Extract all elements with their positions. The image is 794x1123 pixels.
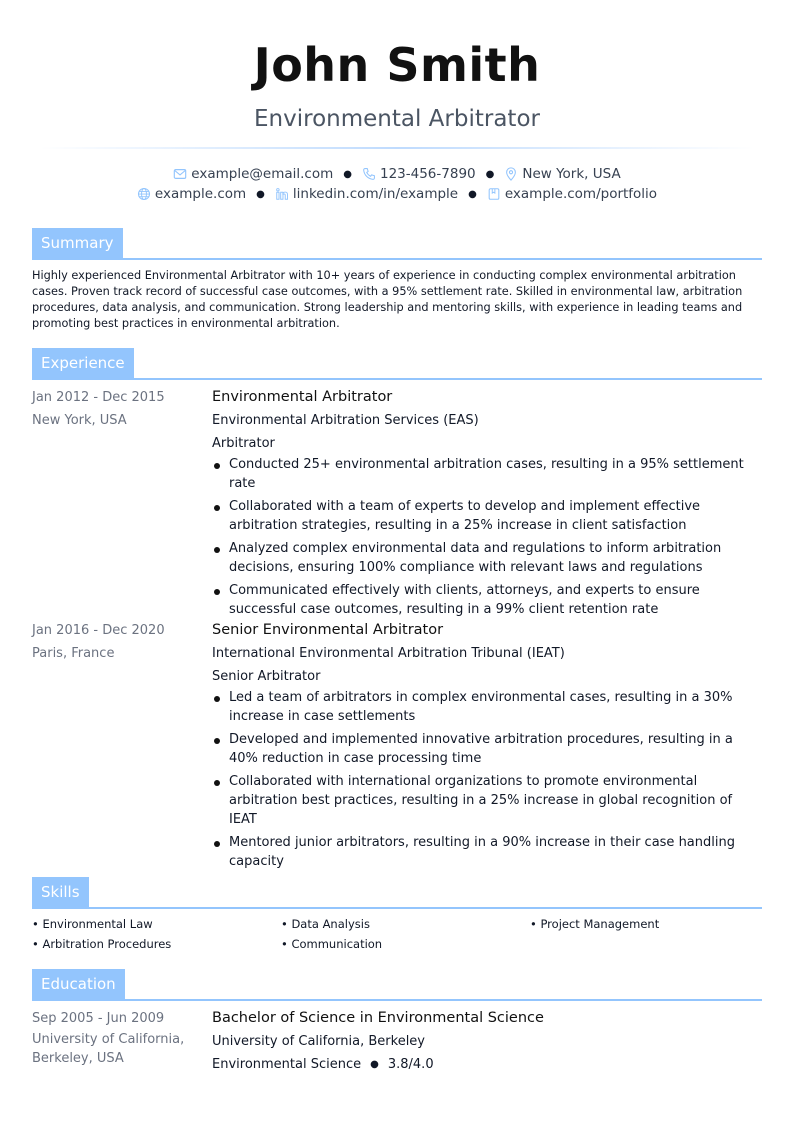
gpa-value: 3.8/4.0 [387, 1057, 434, 1072]
entry-position: Senior Arbitrator [212, 669, 321, 684]
globe-icon [137, 187, 151, 201]
section-title-skills: Skills [32, 877, 89, 907]
entry-details [212, 1007, 762, 1076]
bullet-item: Collaborated with international organizations to promote environmental arbitration best practices, resulting in a 25% increase in global recognition of IEAT [212, 772, 762, 829]
contact-email[interactable] [173, 166, 333, 182]
linkedin-text: linkedin.com/in/example [292, 186, 459, 202]
entry-location: University of California, Berkeley, USA [32, 1032, 185, 1066]
job-title: Environmental Arbitrator [254, 106, 540, 132]
school-name: University of California, Berkeley [212, 1034, 425, 1049]
phone-icon [362, 167, 376, 181]
entry-dates: Sep 2005 - Jun 2009 [32, 1011, 165, 1026]
entry-company: International Environmental Arbitration Tribunal (IEAT) [212, 646, 565, 661]
summary-text: Highly experienced Environmental Arbitrator with 10+ years of experience in conducting complex environmental arbitration cases. Proven track record of successful case outcomes, with a 95% settlement rate. Skilled in environmental law, arbitration procedures, data analysis, and communication. Strong leadership and mentoring skills, with experience in leading teams and promoting best practices in environmental arbitration. [32, 269, 743, 330]
entry-company: Environmental Arbitration Services (EAS) [212, 413, 479, 428]
contact-linkedin[interactable] [275, 186, 458, 202]
entry-meta [32, 1007, 202, 1068]
separator-dot: ● [468, 188, 477, 200]
contact-row-primary [0, 166, 794, 182]
contact-row-links [0, 186, 794, 202]
entry-role: Environmental Arbitrator [212, 389, 393, 405]
section-header-experience [32, 348, 762, 380]
bullet-item: Led a team of arbitrators in complex environmental cases, resulting in a 30% increase in case settlements [212, 688, 762, 726]
entry-bullets [212, 455, 762, 619]
contact-website[interactable] [137, 186, 246, 202]
section-header-skills [32, 877, 762, 909]
section-title-experience: Experience [32, 348, 134, 378]
bullet-item: Developed and implemented innovative arbitration procedures, resulting in a 40% reduction in case processing time [212, 730, 762, 768]
linkedin-icon [275, 187, 289, 201]
entry-dates: Jan 2016 - Dec 2020 [32, 623, 165, 638]
entry-details [212, 386, 762, 623]
separator-dot: ● [485, 168, 495, 180]
header-divider [40, 147, 754, 149]
entry-dates: Jan 2012 - Dec 2015 [32, 390, 165, 405]
education-meta [212, 1053, 762, 1076]
candidate-name: John Smith [253, 38, 541, 92]
website-text: example.com [154, 186, 247, 202]
skill-item: • Communication [281, 936, 530, 952]
section-title-education: Education [32, 969, 125, 999]
separator-dot: ● [370, 1059, 379, 1070]
degree-title: Bachelor of Science in Environmental Science [212, 1010, 544, 1026]
portfolio-text: example.com/portfolio [504, 186, 658, 202]
entry-meta [32, 386, 202, 432]
entry-position: Arbitrator [212, 436, 275, 451]
contact-location [504, 166, 620, 182]
contact-phone[interactable] [362, 166, 476, 182]
contact-portfolio[interactable] [487, 186, 657, 202]
entry-location: New York, USA [32, 413, 127, 428]
bullet-item: Collaborated with a team of experts to develop and implement effective arbitration strategies, resulting in a 25% increase in client satisfaction [212, 497, 762, 535]
section-header-education [32, 969, 762, 1001]
separator-dot: ● [343, 168, 352, 180]
portfolio-bookmark-icon [487, 187, 501, 201]
field-of-study: Environmental Science [212, 1057, 362, 1072]
location-pin-icon [504, 167, 518, 181]
separator-dot: ● [256, 188, 265, 200]
skill-item: • Data Analysis [281, 916, 530, 932]
skill-item: • Environmental Law [32, 916, 281, 932]
entry-details [212, 619, 762, 875]
bullet-item: Communicated effectively with clients, attorneys, and experts to ensure successful case outcomes, resulting in a 99% client retention rate [212, 581, 762, 619]
entry-location: Paris, France [32, 646, 115, 661]
email-text: example@email.com [191, 166, 334, 182]
bullet-item: Conducted 25+ environmental arbitration cases, resulting in a 95% settlement rate [212, 455, 762, 493]
bullet-item: Mentored junior arbitrators, resulting in a 90% increase in their case handling capacity [212, 833, 762, 871]
skill-item: • Project Management [530, 916, 762, 932]
entry-bullets [212, 688, 762, 871]
phone-text: 123-456-7890 [379, 166, 476, 182]
skill-item: • Arbitration Procedures [32, 936, 281, 952]
section-title-summary: Summary [32, 228, 123, 258]
entry-meta [32, 619, 202, 665]
section-header-summary [32, 228, 762, 260]
skills-list [32, 916, 762, 952]
location-text: New York, USA [522, 166, 621, 182]
entry-role: Senior Environmental Arbitrator [212, 622, 444, 638]
mail-icon [173, 167, 187, 181]
bullet-item: Analyzed complex environmental data and regulations to inform arbitration decisions, ensuring 100% compliance with relevant laws and regulations [212, 539, 762, 577]
